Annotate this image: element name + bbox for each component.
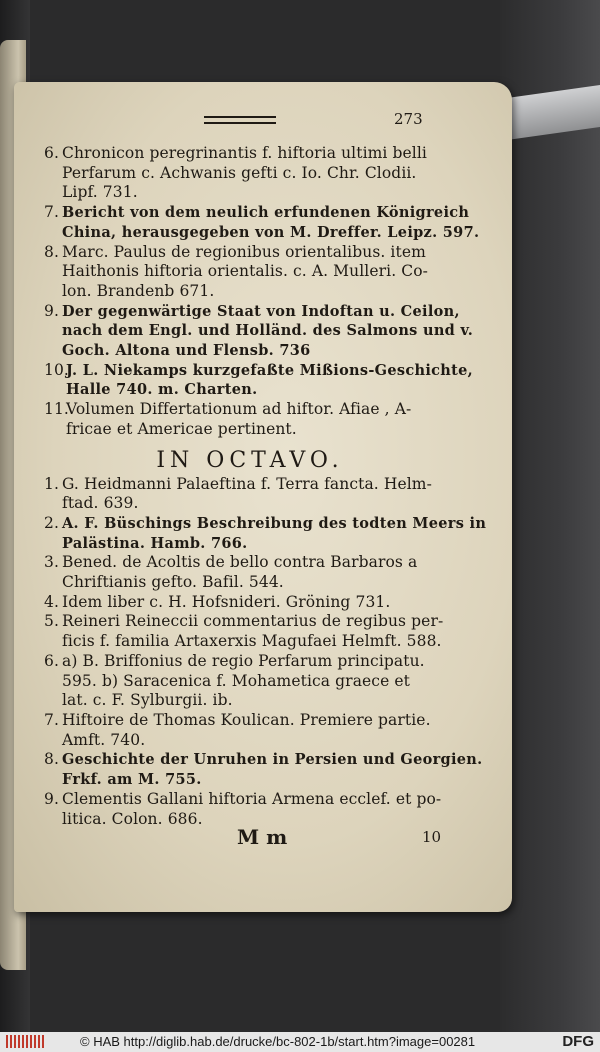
- entry-line: Palästina. Hamb. 766.: [62, 534, 248, 552]
- entry-line: Bened. de Acoltis de bello contra Barbaros a: [62, 553, 418, 572]
- entry-line: Chronicon peregrinantis f. hiftoria ultimi belli: [62, 144, 427, 162]
- signature-mark: M m: [237, 825, 288, 849]
- entry-line: Geschichte der Unruhen in Persien und Georgien.: [62, 751, 483, 769]
- header-rule-bottom: [204, 122, 276, 124]
- entry-line: a) B. Briffonius de regio Perfarum principatu.: [62, 651, 425, 670]
- catalog-entry: [44, 513, 487, 553]
- entry-line: ficis f. familia Artaxerxis Magufaei Helmft. 588.: [62, 632, 442, 651]
- entry-line: Idem liber c. H. Hofsnideri. Gröning 731.: [62, 592, 391, 611]
- catalog-entry: [44, 750, 483, 789]
- entry-line: Haithonis hiftoria orientalis. c. A. Mulleri. Co-: [62, 262, 428, 281]
- entry-number: 9.: [44, 789, 59, 808]
- entry-line: nach dem Engl. und Holländ. des Salmons und v.: [62, 322, 474, 340]
- entry-number: 6.: [44, 651, 59, 670]
- entry-line: Goch. Altona und Flensb. 736: [62, 342, 311, 360]
- catalog-entry: [44, 593, 446, 613]
- entry-line: Halle 740. m. Charten.: [66, 381, 258, 399]
- entry-number: 3.: [44, 553, 59, 572]
- entry-number: 11.: [44, 400, 69, 419]
- section-heading: IN OCTAVO.: [156, 447, 344, 473]
- catchword: 10: [422, 828, 442, 846]
- catalog-entry: [44, 243, 446, 302]
- entry-line: Amft. 740.: [62, 730, 146, 749]
- copyright-credit: © HAB http://diglib.hab.de/drucke/bc-802-1b/start.htm?image=00281: [80, 1034, 476, 1049]
- entry-line: Chriftianis gefto. Bafil. 544.: [62, 573, 284, 592]
- entry-line: A. F. Büschings Beschreibung des todten Meers in: [62, 514, 487, 532]
- catalog-entry: [44, 203, 480, 242]
- entry-number: 9.: [44, 301, 59, 320]
- entry-number: 4.: [44, 592, 59, 611]
- entry-number: 5.: [44, 612, 59, 631]
- entry-line: ftad. 639.: [62, 494, 139, 513]
- entry-line: lat. c. F. Sylburgii. ib.: [62, 691, 233, 710]
- entry-line: G. Heidmanni Palaeftina f. Terra fancta. Helm-: [62, 474, 432, 493]
- catalog-entry: [44, 475, 446, 514]
- entry-number: 6.: [44, 144, 59, 162]
- entry-number: 7.: [44, 203, 59, 222]
- entry-line: Der gegenwärtige Staat von Indoftan u. Ceilon,: [62, 302, 460, 320]
- entry-line: Clementis Gallani hiftoria Armena ecclef. et po-: [62, 789, 442, 808]
- entry-list: [44, 144, 480, 440]
- catalog-entry: [44, 652, 446, 711]
- page-number: 273: [394, 110, 423, 128]
- catalog-entry: [44, 301, 474, 361]
- entry-line: Marc. Paulus de regionibus orientalibus. item: [62, 242, 426, 261]
- entry-line: J. L. Niekamps kurzgefaßte Mißions-Geschichte,: [66, 361, 473, 379]
- entry-line: China, herausgegeben von M. Dreffer. Leipz. 597.: [62, 223, 480, 241]
- entry-number: 10.: [44, 360, 69, 379]
- entry-line: Reineri Reineccii commentarius de regibus per-: [62, 612, 444, 631]
- entry-number: 1.: [44, 474, 59, 493]
- entry-line: Frkf. am M. 755.: [62, 771, 202, 789]
- catalog-entry: [44, 144, 446, 203]
- entry-line: Bericht von dem neulich erfundenen Königreich: [62, 204, 470, 222]
- entry-line: Hiftoire de Thomas Koulican. Premiere partie.: [62, 710, 431, 729]
- header-rule-top: [204, 116, 276, 118]
- entry-line: fricae et Americae pertinent.: [66, 419, 297, 438]
- catalog-entry: [44, 612, 446, 651]
- entry-number: 2.: [44, 513, 59, 532]
- entry-number: 8.: [44, 750, 59, 769]
- entry-number: 8.: [44, 242, 59, 261]
- entry-line: lon. Brandenb 671.: [62, 281, 215, 300]
- catalog-entry: [44, 553, 446, 592]
- color-marker: [6, 1035, 46, 1048]
- footer-bar: [0, 1032, 600, 1052]
- octavo-entry-list: [44, 474, 487, 830]
- dfg-logo: DFG: [562, 1033, 594, 1050]
- catalog-entry: [44, 790, 446, 829]
- entry-line: Perfarum c. Achwanis gefti c. Io. Chr. Clodii.: [62, 163, 417, 182]
- background-right: [500, 0, 600, 1032]
- entry-line: 595. b) Saracenica f. Mohametica graece et: [62, 671, 410, 690]
- catalog-entries: [44, 144, 487, 829]
- catalog-entry: [44, 360, 473, 400]
- catalog-entry: [44, 711, 446, 750]
- entry-line: Lipf. 731.: [62, 183, 138, 202]
- catalog-entry: [44, 400, 446, 439]
- entry-line: litica. Colon. 686.: [62, 809, 203, 828]
- entry-number: 7.: [44, 710, 59, 729]
- entry-line: Volumen Differtationum ad hiftor. Afiae , A-: [66, 400, 412, 419]
